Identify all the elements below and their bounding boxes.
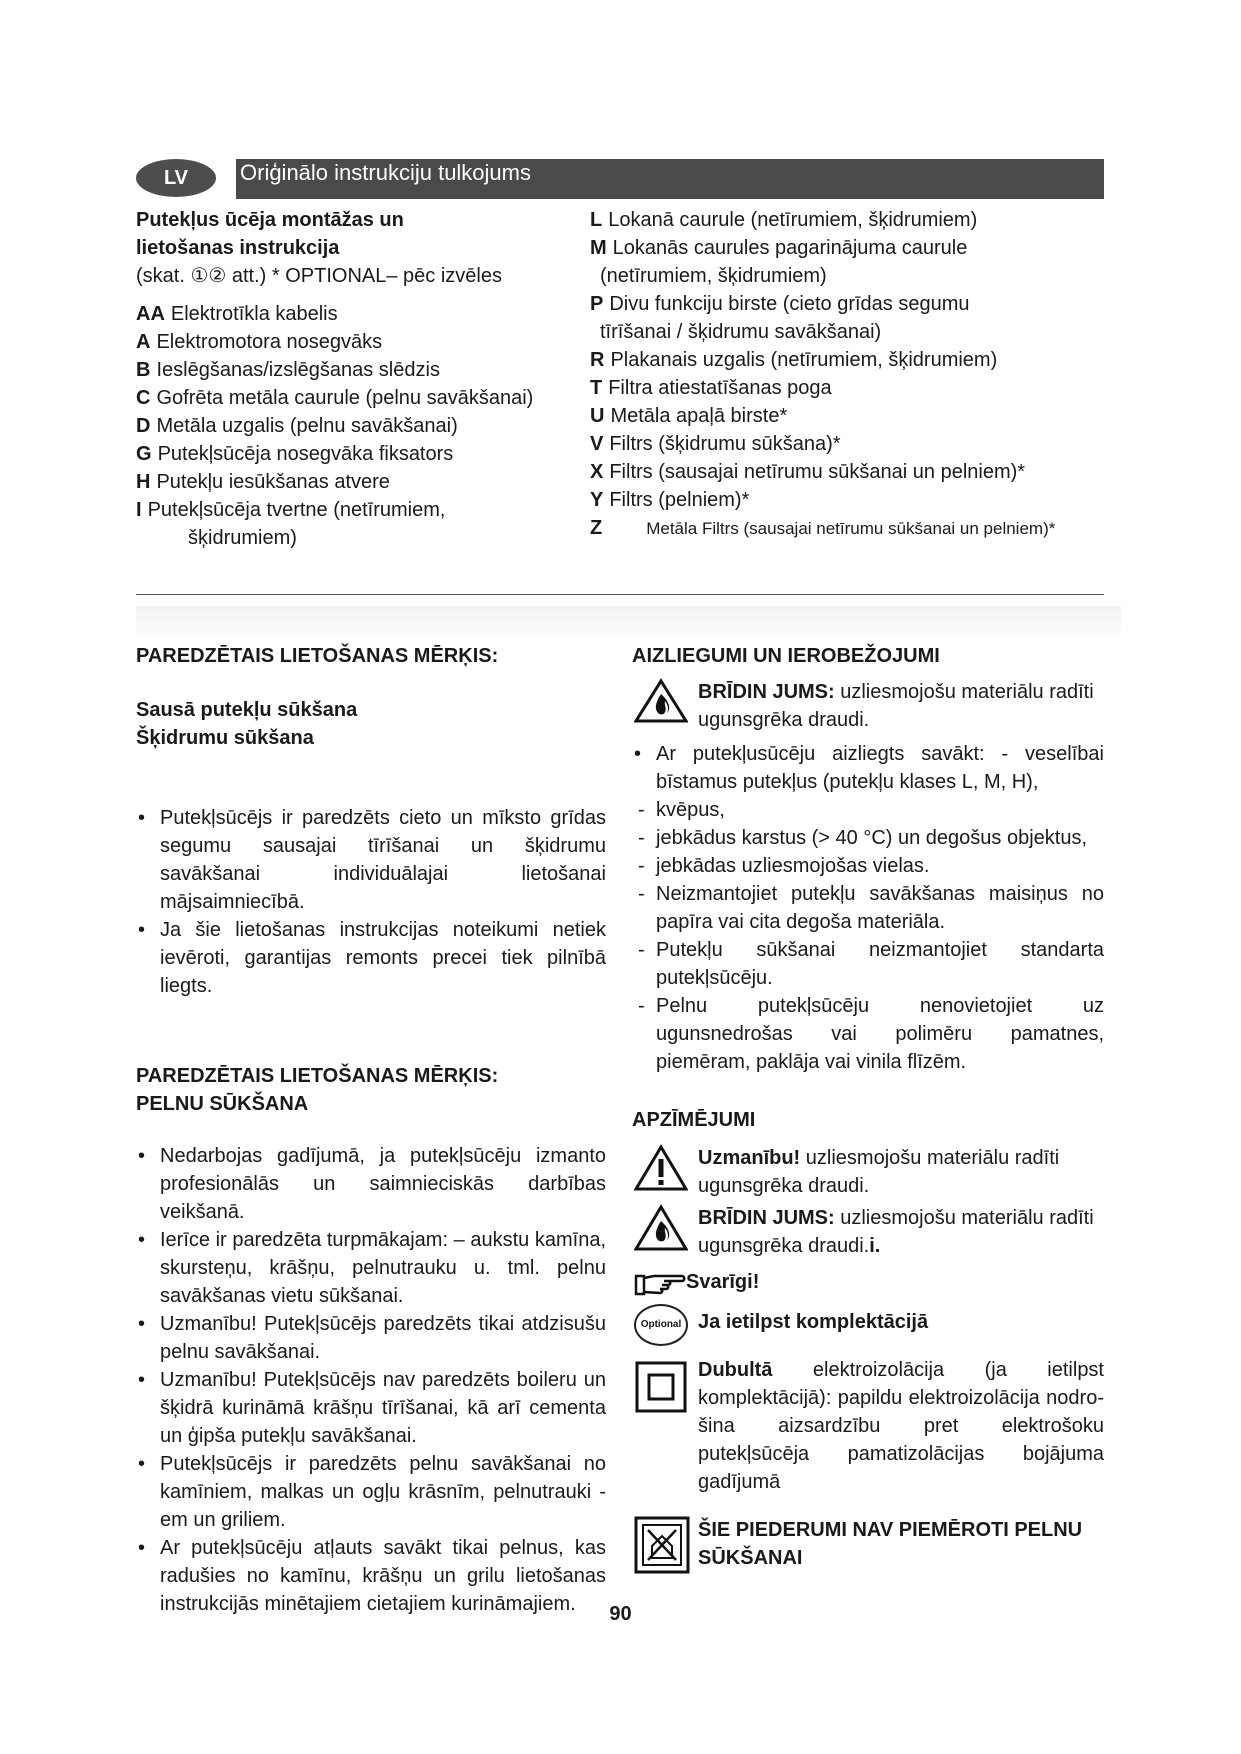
fire-warning-row: BRĪDIN JUMS: uzliesmojošu materiālu radīti ugunsgrēka draudi.	[632, 678, 1104, 734]
part-item: G Putekļsūcēja nosegvāka fiksators	[136, 443, 454, 465]
fire-warning-row: BRĪDIN JUMS: uzliesmojošu materiālu radīti ugunsgrēka draudi.i.	[632, 1204, 1104, 1260]
part-item: R Plakanais uzgalis (netīrumiem, šķidrumiem)	[590, 349, 998, 371]
part-item: C Gofrēta metāla caurule (pelnu savākšanai)	[136, 387, 534, 409]
list-item: • Ja šie lietošanas instrukcijas noteikumi netiek ievēroti, garantijas remonts precei tiek pilnībā liegts.	[136, 916, 606, 1000]
caution-icon	[634, 1144, 688, 1200]
double-insulation-icon	[634, 1360, 688, 1422]
part-item: L Lokanā caurule (netīrumiem, šķidrumiem)	[590, 209, 978, 231]
intended-use-list	[136, 804, 606, 1000]
no-ash-accessory-icon	[634, 1516, 690, 1582]
list-item: - jebkādus karstus (> 40 °C) un degošus objektus,	[632, 824, 1104, 852]
list-item: • Uzmanību! Putekļsūcējs nav paredzēts boileru un šķidrā kurināmā krāšņu tīrīšanai, kā arī cementa un ģipša putekļu savākšanai.	[136, 1366, 606, 1450]
list-item: • Ierīce ir paredzēta turpmākajam: – aukstu kamīna, skursteņu, krāšņu, pelnutrauku u. tml. pelnu savākšanas vietu sūkšanai.	[136, 1226, 606, 1310]
pointing-hand-icon	[634, 1270, 686, 1306]
part-item: tīrīšanai / šķidrumu savākšanai)	[600, 321, 882, 343]
restrictions-dash-list	[632, 796, 1104, 1076]
intended-use-section	[136, 642, 606, 1618]
double-insulation-row: Dubultā elektroizolācija (ja ietilpst komplektācijā): papildu elektroizolācija nodro- šina aizsardzību pret elektrošoku putekļsūcēja pamatizolācijas bojājuma gadījumā	[632, 1356, 1104, 1496]
ash-use-heading-1: PAREDZĒTAIS LIETOŠANAS MĒRĶIS:	[136, 1065, 499, 1087]
ash-use-heading-2: PELNU SŪKŠANA	[136, 1093, 309, 1115]
part-item: H Putekļu iesūkšanas atvere	[136, 471, 390, 493]
part-item: Y Filtrs (pelniem)*	[590, 489, 750, 511]
optional-badge-icon: Optional	[634, 1304, 688, 1346]
figure-reference: (skat. ①② att.) * OPTIONAL– pēc izvēles	[136, 265, 502, 287]
part-item: M Lokanās caurules pagarinājuma caurule	[590, 237, 968, 259]
part-item: T Filtra atiestatīšanas poga	[590, 377, 832, 399]
important-row: Svarīgi!	[632, 1268, 1104, 1300]
ash-use-list	[136, 1142, 606, 1618]
list-item: - Pelnu putekļsūcēju nenovietojiet uz ugunsnedrošas vai polimēru pamatnes, piemēram, paklāja vai vinila flīzēm.	[632, 992, 1104, 1076]
divider-shadow	[136, 606, 1121, 642]
part-item: I Putekļsūcēja tvertne (netīrumiem,	[136, 499, 446, 521]
not-for-ash-row: ŠIE PIEDERUMI NAV PIEMĒROTI PELNU SŪKŠANAI	[632, 1516, 1104, 1576]
language-badge: LV	[136, 159, 216, 197]
list-item: • Putekļsūcējs ir paredzēts cieto un mīksto grīdas segumu sausajai tīrīšanai un šķidrumu savākšanai individuālajai lietošanai mājsaimniecībā.	[136, 804, 606, 916]
list-item: - Neizmantojiet putekļu savākšanas maisiņus no papīra vai cita degoša materiāla.	[632, 880, 1104, 936]
list-item: - jebkādas uzliesmojošas vielas.	[632, 852, 1104, 880]
intended-use-heading: PAREDZĒTAIS LIETOŠANAS MĒRĶIS:	[136, 645, 499, 667]
list-item: • Putekļsūcējs ir paredzēts pelnu savākšanai no kamīniem, malkas un ogļu krāsnīm, pelnutrauki - em un griliem.	[136, 1450, 606, 1534]
restrictions-bullet	[632, 740, 1104, 796]
list-item: • Nedarbojas gadījumā, ja putekļsūcēju izmanto profesionālās un saimnieciskās darbības veikšanā.	[136, 1142, 606, 1226]
restrictions-section	[632, 642, 1104, 1576]
part-item: X Filtrs (sausajai netīrumu sūkšanai un pelniem)*	[590, 461, 1026, 483]
part-item: AA Elektrotīkla kabelis	[136, 303, 338, 325]
list-item: - kvēpus,	[632, 796, 1104, 824]
part-item: A Elektromotora nosegvāks	[136, 331, 383, 353]
part-item-continuation: šķidrumiem)	[188, 527, 297, 549]
part-item: D Metāla uzgalis (pelnu savākšanai)	[136, 415, 458, 437]
list-item: • Ar putekļsūcēju atļauts savākt tikai pelnus, kas radušies no kamīnu, krāšņu un grilu lietošanas instrukcijās minētajiem cietajiem kurināmajiem.	[136, 1534, 606, 1618]
page-number: 90	[609, 1603, 632, 1625]
optional-row: Optional Ja ietilpst komplektācijā	[632, 1308, 1104, 1352]
parts-list-right	[590, 206, 1110, 543]
page-header-title: Oriģinālo instrukciju tulkojums	[236, 159, 1104, 199]
caution-row: Uzmanību! uzliesmojošu materiālu radīti ugunsgrēka draudi.	[632, 1144, 1104, 1200]
dry-suction-label: Sausā putekļu sūkšana	[136, 699, 358, 721]
part-item: U Metāla apaļā birste*	[590, 405, 788, 427]
manual-title-line2: lietošanas instrukcija	[136, 237, 340, 259]
part-item: P Divu funkciju birste (cieto grīdas segumu	[590, 293, 970, 315]
symbols-heading: APZĪMĒJUMI	[632, 1109, 756, 1131]
fire-warning-icon	[634, 678, 688, 732]
list-item: • Uzmanību! Putekļsūcējs paredzēts tikai atdzisušu pelnu savākšanai.	[136, 1310, 606, 1366]
liquid-suction-label: Šķidrumu sūkšana	[136, 727, 314, 749]
part-item: Z Metāla Filtrs (sausajai netīrumu sūkšanai un pelniem)*	[590, 517, 1056, 539]
part-item: (netīrumiem, šķidrumiem)	[600, 265, 827, 287]
part-item: B Ieslēgšanas/izslēgšanas slēdzis	[136, 359, 440, 381]
fire-warning-icon	[634, 1204, 688, 1260]
restrictions-heading: AIZLIEGUMI UN IEROBEŽOJUMI	[632, 645, 940, 667]
manual-title-line1: Putekļus ūcēja montāžas un	[136, 209, 404, 231]
part-item: V Filtrs (šķidrumu sūkšana)*	[590, 433, 841, 455]
list-item: - Putekļu sūkšanai neizmantojiet standarta putekļsūcēju.	[632, 936, 1104, 992]
parts-list-left	[136, 300, 576, 552]
section-divider	[136, 594, 1104, 595]
list-item: • Ar putekļusūcēju aizliegts savākt: - veselībai bīstamus putekļus (putekļu klases L, M, H),	[632, 740, 1104, 796]
parts-left-section	[136, 206, 576, 552]
